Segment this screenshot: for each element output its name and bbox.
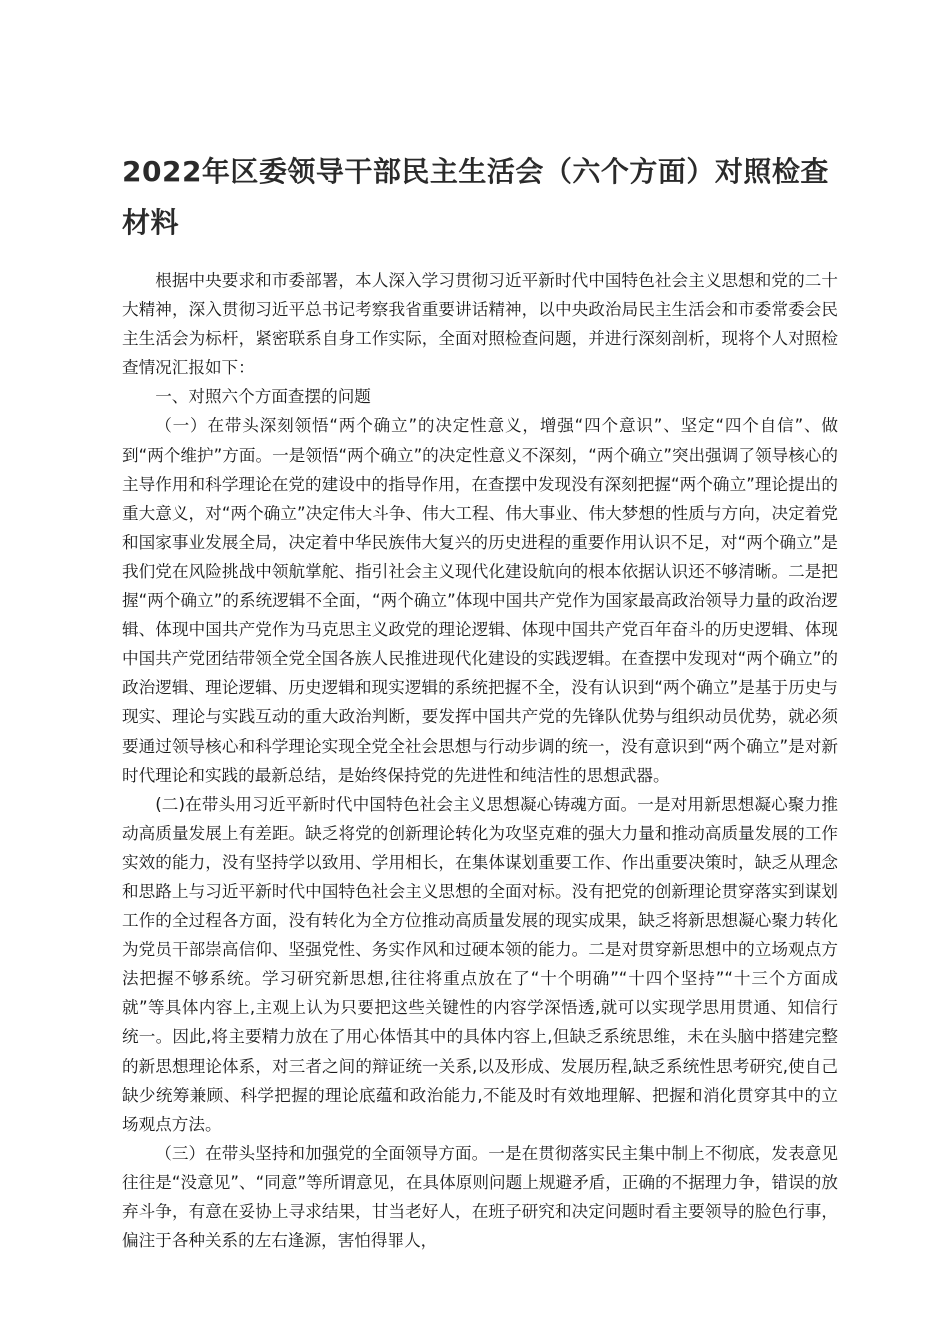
paragraph-two: (二)在带头用习近平新时代中国特色社会主义思想凝心铸魂方面。一是对用新思想凝心聚力推动高质量发展上有差距。缺乏将党的创新理论转化为攻坚克难的强大力量和推动高质量发展的工作实效的能力，没有坚持学以致用、学用相长，在集体谋划重要工作、作出重要决策时，缺乏从理念和思路上与习近平新时代中国特色社会主义思想的全面对标。没有把党的创新理论贯穿落实到谋划工作的全过程各方面，没有转化为全方位推动高质量发展的现实成果，缺乏将新思想凝心聚力转化为党员干部崇高信仰、坚强党性、务实作风和过硬本领的能力。二是对贯穿新思想中的立场观点方法把握不够系统。学习研究新思想,往往将重点放在了“十个明确”“十四个坚持”“十三个方面成就”等具体内容上,主观上认为只要把这些关键性的内容学深悟透,就可以实现学思用贯通、知信行统一。因此,将主要精力放在了用心体悟其中的具体内容上,但缺乏系统思维，未在头脑中搭建完整的新思想理论体系，对三者之间的辩证统一关系,以及形成、发展历程,缺乏系统性思考研究,使自己缺少统筹兼顾、科学把握的理论底蕴和政治能力,不能及时有效地理解、把握和消化贯穿其中的立场观点方法。 [122, 794, 838, 1134]
paragraph-three: （三）在带头坚持和加强党的全面领导方面。一是在贯彻落实民主集中制上不彻底，发表意见往往是“没意见”、“同意”等所谓意见，在具体原则问题上规避矛盾，正确的不据理力争，错误的放弃斗争，有意在妥协上寻求结果，甘当老好人，在班子研究和决定问题时看主要领导的脸色行事，偏注于各种关系的左右逢源，害怕得罪人， [122, 1143, 838, 1251]
intro-paragraph: 根据中央要求和市委部署，本人深入学习贯彻习近平新时代中国特色社会主义思想和党的二十大精神，深入贯彻习近平总书记考察我省重要讲话精神，以中央政治局民主生活会和市委常委会民主生活会为标杆，紧密联系自身工作实际，全面对照检查问题，并进行深刻剖析，现将个人对照检查情况汇报如下： [122, 271, 838, 378]
section-heading: 一、对照六个方面查摆的问题 [155, 387, 371, 407]
paragraph-one: （一）在带头深刻领悟“两个确立”的决定性意义，增强“四个意识”、坚定“四个自信”、做到“两个维护”方面。一是领悟“两个确立”的决定性意义不深刻，“两个确立”突出强调了领导核心的主导作用和科学理论在党的建设中的指导作用，在查摆中发现没有深刻把握“两个确立”理论提出的重大意义，对“两个确立”决定伟大斗争、伟大工程、伟大事业、伟大梦想的性质与方向，决定着党和国家事业发展全局，决定着中华民族伟大复兴的历史进程的重要作用认识不足，对“两个确立”是我们党在风险挑战中领航掌舵、指引社会主义现代化建设航向的根本依据认识还不够清晰。二是把握“两个确立”的系统逻辑不全面，“两个确立”体现中国共产党作为国家最高政治领导力量的政治逻辑、体现中国共产党作为马克思主义政党的理论逻辑、体现中国共产党百年奋斗的历史逻辑、体现中国共产党团结带领全党全国各族人民推进现代化建设的实践逻辑。在查摆中发现对“两个确立”的政治逻辑、理论逻辑、历史逻辑和现实逻辑的系统把握不全，没有认识到“两个确立”是基于历史与现实、理论与实践互动的重大政治判断，要发挥中国共产党的先锋队优势与组织动员优势，就必须要通过领导核心和科学理论实现全党全社会思想与行动步调的统一，没有意识到“两个确立”是对新时代理论和实践的最新总结，是始终保持党的先进性和纯洁性的思想武器。 [122, 416, 838, 785]
document-title: 2022年区委领导干部民主生活会（六个方面）对照检查材料 [122, 155, 829, 239]
